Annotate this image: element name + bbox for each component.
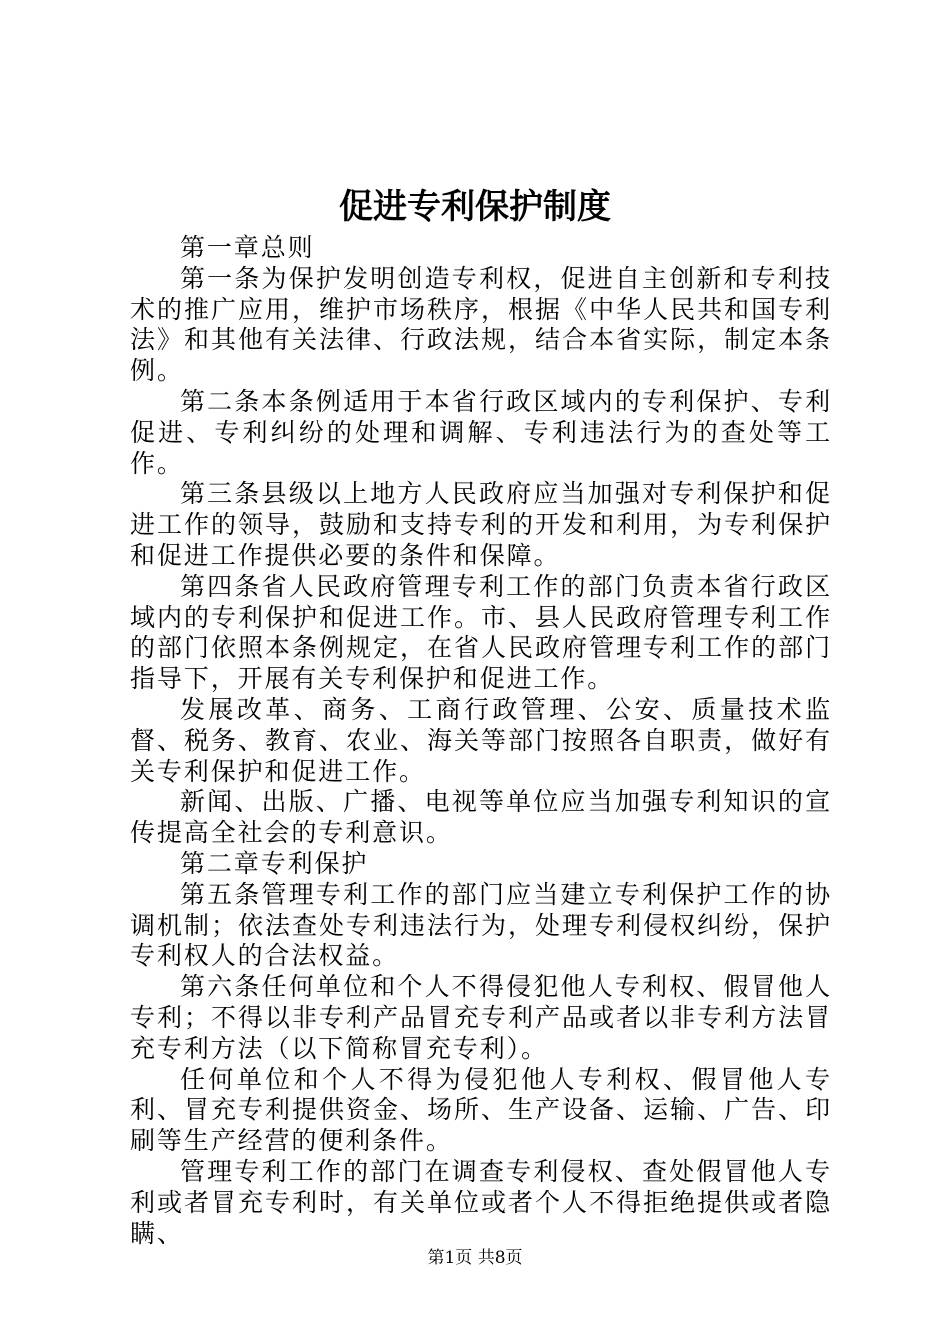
article-paragraph: 第二条本条例适用于本省行政区域内的专利保护、专利促进、专利纠纷的处理和调解、专利违法行为的查处等工作。 <box>130 386 832 478</box>
article-paragraph: 第四条省人民政府管理专利工作的部门负责本省行政区域内的专利保护和促进工作。市、县人民政府管理专利工作的部门依照本条例规定，在省人民政府管理专利工作的部门指导下，开展有关专利保护和促进工作。 <box>130 571 832 694</box>
document-body <box>130 233 832 1249</box>
article-paragraph: 新闻、出版、广播、电视等单位应当加强专利知识的宣传提高全社会的专利意识。 <box>130 787 832 848</box>
article-paragraph: 管理专利工作的部门在调查专利侵权、查处假冒他人专利或者冒充专利时，有关单位或者个人不得拒绝提供或者隐瞒、 <box>130 1156 832 1248</box>
article-paragraph: 第六条任何单位和个人不得侵犯他人专利权、假冒他人专利；不得以非专利产品冒充专利产品或者以非专利方法冒充专利方法（以下简称冒充专利）。 <box>130 972 832 1063</box>
chapter-heading: 第二章专利保护 <box>180 848 369 878</box>
chapter-heading: 第一章总则 <box>180 233 315 262</box>
document-title: 促进专利保护制度 <box>339 187 611 227</box>
article-paragraph: 任何单位和个人不得为侵犯他人专利权、假冒他人专利、冒充专利提供资金、场所、生产设备、运输、广告、印刷等生产经营的便利条件。 <box>130 1064 832 1156</box>
article-paragraph: 发展改革、商务、工商行政管理、公安、质量技术监督、税务、教育、农业、海关等部门按照各自职责，做好有关专利保护和促进工作。 <box>130 694 832 786</box>
article-paragraph: 第一条为保护发明创造专利权，促进自主创新和专利技术的推广应用，维护市场秩序，根据《中华人民共和国专利法》和其他有关法律、行政法规，结合本省实际，制定本条例。 <box>130 263 832 386</box>
article-paragraph: 第三条县级以上地方人民政府应当加强对专利保护和促进工作的领导，鼓励和支持专利的开发和利用，为专利保护和促进工作提供必要的条件和保障。 <box>130 479 832 570</box>
page-footer: 第1页 共8页 <box>427 1248 523 1268</box>
article-paragraph: 第五条管理专利工作的部门应当建立专利保护工作的协调机制；依法查处专利违法行为，处理专利侵权纠纷，保护专利权人的合法权益。 <box>130 879 832 971</box>
